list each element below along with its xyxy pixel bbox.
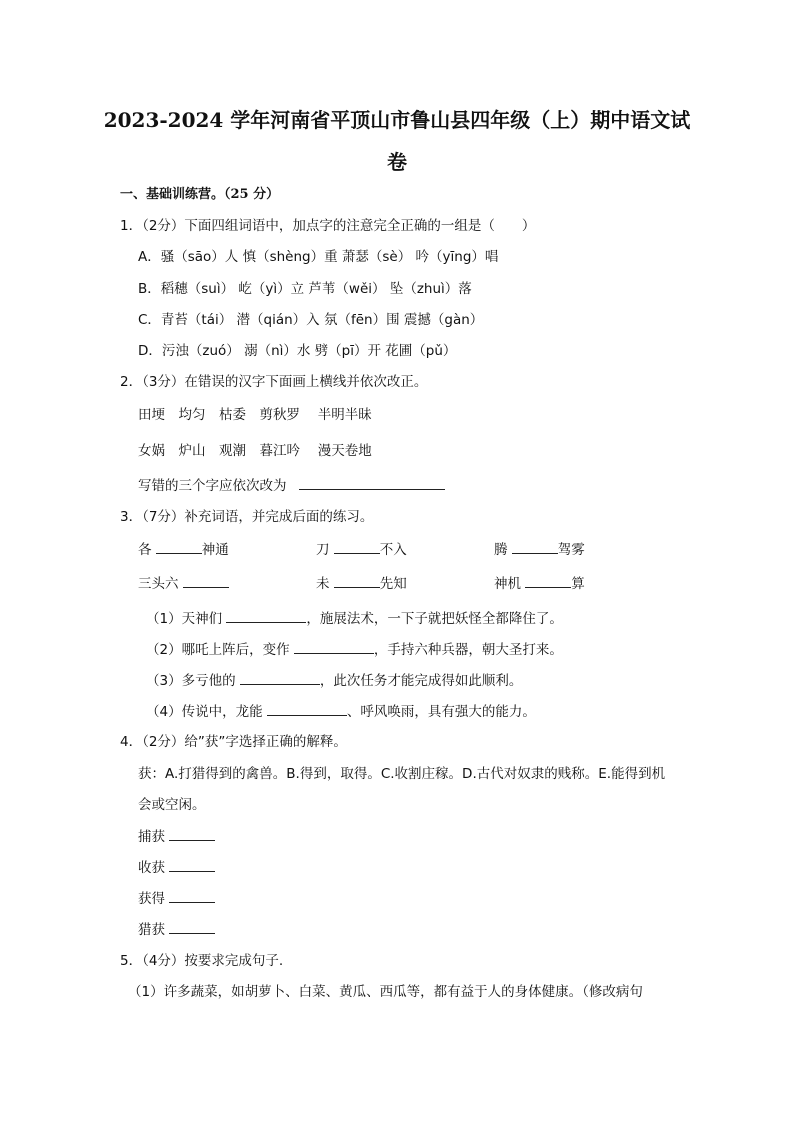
- q5-sub-1: （1）许多蔬菜，如胡萝卜、白菜、黄瓜、西瓜等，都有益于人的身体健康。（修改病句: [128, 984, 643, 1000]
- q3-idiom-4-blank[interactable]: [183, 574, 229, 588]
- q4-definition-line-1: 获：A.打猎得到的禽兽。B.得到，取得。C.收割庄稼。D.古代对奴隶的贱称。E.能得到机: [138, 766, 666, 782]
- q2-answer-line: [138, 476, 445, 495]
- q3-idiom-4: 三头六: [138, 574, 229, 593]
- q4-word-1-blank[interactable]: [169, 827, 215, 841]
- q4-word-4: 猎获: [138, 920, 215, 939]
- q4-word-1: 捕获: [138, 827, 215, 846]
- q4-word-3: 获得: [138, 889, 215, 908]
- q4-word-3-blank[interactable]: [169, 889, 215, 903]
- exam-title-line2: 卷: [387, 150, 407, 174]
- q3-sub-2: （2）哪吒上阵后，变作 ，手持六种兵器，朝大圣打来。: [146, 642, 563, 658]
- section-heading: 一、基础训练营。（25 分）: [120, 187, 280, 202]
- q3-sub-4-blank[interactable]: [267, 702, 347, 716]
- q3-idiom-2: 刀 不入: [316, 542, 407, 558]
- q2-word-row-2: 女娲 炉山 观潮 暮江吟 漫天卷地: [138, 443, 372, 459]
- q3-idiom-6: 神机 算: [494, 576, 585, 592]
- q4-word-4-blank[interactable]: [169, 920, 215, 934]
- q3-idiom-1: 各 神通: [138, 542, 229, 558]
- q1-option-a: A．骚（sāo）人 慎（shèng）重 萧瑟（sè） 吟（yīng）唱: [138, 249, 499, 265]
- q3-sub-2-blank[interactable]: [294, 640, 374, 654]
- q3-sub-1-blank[interactable]: [226, 609, 306, 623]
- q1-option-b: B．稻穗（suì） 屹（yì）立 芦苇（wěi） 坠（zhuì）落: [138, 281, 472, 297]
- q4-definition-line-2: 会或空闲。: [138, 797, 206, 813]
- q3-idiom-6-blank[interactable]: [525, 574, 571, 588]
- q3-sub-3: （3）多亏他的 ，此次任务才能完成得如此顺利。: [146, 673, 523, 689]
- q1-option-c: C．青苔（tái） 潜（qián）入 氛（fēn）围 震撼（gàn）: [138, 312, 484, 328]
- q2-answer-label: 写错的三个字应依次改为: [138, 478, 287, 494]
- q4-stem: 4．（2分）给”获”字选择正确的解释。: [120, 734, 347, 750]
- q3-stem: 3．（7分）补充词语，并完成后面的练习。: [120, 509, 374, 525]
- q5-stem: 5．（4分）按要求完成句子.: [120, 953, 284, 969]
- q3-idiom-3-blank[interactable]: [512, 540, 558, 554]
- q4-word-2-blank[interactable]: [169, 858, 215, 872]
- q3-idiom-5-blank[interactable]: [334, 574, 380, 588]
- q4-word-2: 收获: [138, 858, 215, 877]
- q2-answer-blank[interactable]: [299, 476, 445, 490]
- q2-word-row-1: 田埂 均匀 枯委 剪秋罗 半明半昧: [138, 407, 372, 423]
- q3-sub-1: （1）天神们 ，施展法术，一下子就把妖怪全都降住了。: [146, 611, 563, 627]
- q3-idiom-2-blank[interactable]: [334, 540, 380, 554]
- q3-sub-4: （4）传说中，龙能 、呼风唤雨，具有强大的能力。: [146, 704, 536, 720]
- q3-idiom-3: 腾 驾雾: [494, 542, 585, 558]
- q1-stem: 1．（2分）下面四组词语中，加点字的注意完全正确的一组是（ ）: [120, 218, 536, 234]
- q2-stem: 2．（3分）在错误的汉字下面画上横线并依次改正。: [120, 374, 428, 390]
- q3-sub-3-blank[interactable]: [240, 671, 320, 685]
- q3-idiom-1-blank[interactable]: [156, 540, 202, 554]
- q1-option-d: D．污浊（zuó） 溺（nì）水 劈（pī）开 花圃（pǔ）: [138, 343, 457, 359]
- q3-idiom-5: 未 先知: [316, 576, 407, 592]
- exam-title-line1: 2023-2024 学年河南省平顶山市鲁山县四年级（上）期中语文试: [103, 108, 691, 132]
